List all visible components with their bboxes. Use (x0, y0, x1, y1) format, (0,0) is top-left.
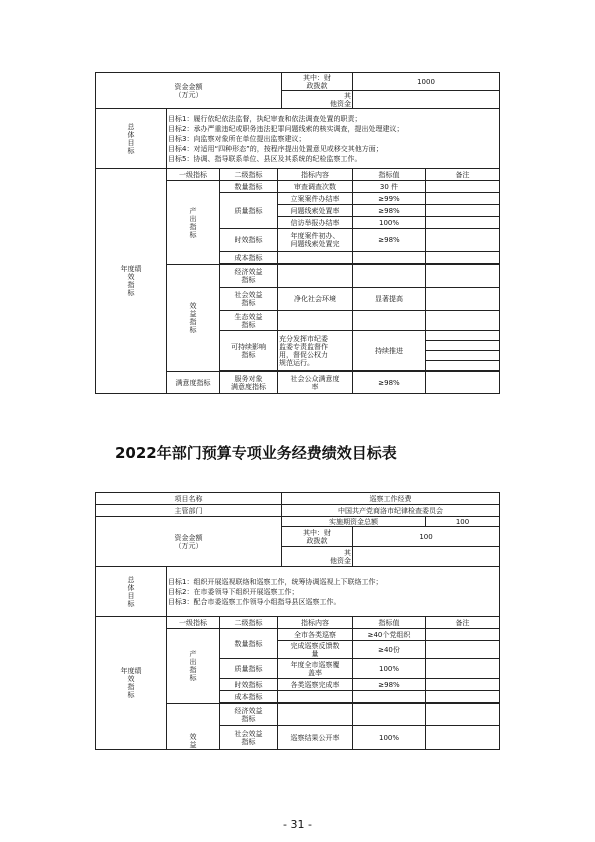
economic-indicator-label: 经济效益 指标 (220, 704, 278, 726)
indicator-content (278, 265, 353, 288)
indicator-value: 30 件 (353, 181, 426, 193)
project-name: 巡察工作经费 (282, 493, 500, 505)
indicator-note (426, 361, 500, 371)
indicator-note (426, 679, 500, 691)
indicator-note (426, 704, 500, 726)
goal-item: 目标3：配合市委巡察工作领导小组指导县区巡察工作。 (168, 597, 341, 606)
performance-table-2 (95, 492, 500, 750)
indicator-note (426, 252, 500, 264)
fiscal-label: 其中：财 政拨款 (282, 527, 353, 547)
cost-indicator-label: 成本指标 (220, 691, 278, 703)
service-satisfaction-label: 服务对象 满意度指标 (220, 372, 278, 394)
indicator-value: ≥40份 (353, 641, 426, 659)
header-content: 指标内容 (278, 169, 353, 181)
department-label: 主管部门 (96, 505, 282, 517)
indicator-value: ≥98% (353, 372, 426, 394)
indicator-content: 信访举报办结率 (278, 217, 353, 229)
total-funding-value: 100 (426, 517, 500, 527)
indicator-note (426, 193, 500, 205)
indicator-value: ≥40个党组织 (353, 629, 426, 641)
output-indicators-label: 产 出 指 标 (167, 629, 220, 704)
ecological-indicator-label: 生态效益 指标 (220, 311, 278, 331)
goal-item: 目标3：向监察对象所在单位提出监察建议； (168, 134, 306, 143)
indicator-note (426, 641, 500, 659)
annual-indicators-label: 年度绩 效 指 标 (96, 169, 167, 394)
header-value: 指标值 (353, 169, 426, 181)
overall-goal-label: 总 体 目 标 (96, 109, 167, 169)
header-value: 指标值 (353, 617, 426, 629)
page-number: - 31 - (283, 818, 312, 831)
benefit-indicators-label: 效 益 (167, 704, 220, 750)
indicator-note (426, 229, 500, 252)
header-level2: 二级指标 (220, 169, 278, 181)
other-funds-value (353, 91, 500, 109)
indicator-note (426, 331, 500, 341)
indicator-value: 持续推进 (353, 331, 426, 371)
overall-goal-list (167, 567, 500, 617)
indicator-content: 年度案件初办、 问题线索处置完 (278, 229, 353, 252)
indicator-content: 巡察结果公开率 (278, 726, 353, 750)
header-level2: 二级指标 (220, 617, 278, 629)
indicator-value: 100% (353, 659, 426, 679)
indicator-note (426, 217, 500, 229)
indicator-value: 100% (353, 726, 426, 750)
performance-table-1 (95, 72, 500, 394)
header-note: 备注 (426, 169, 500, 181)
other-funds-value (353, 547, 500, 567)
indicator-content: 审查调查次数 (278, 181, 353, 193)
fiscal-label: 其中：财 政拨款 (282, 73, 353, 91)
indicator-note (426, 691, 500, 703)
overall-goal-label: 总 体 目 标 (96, 567, 167, 617)
indicator-content (278, 704, 353, 726)
indicator-note (426, 181, 500, 193)
project-name-label: 项目名称 (96, 493, 282, 505)
goal-item: 目标1：组织开展巡视联络和巡察工作，统筹协调巡视上下联络工作； (168, 577, 383, 586)
funding-label: 资金金额 （万元） (96, 517, 282, 567)
quality-indicator-label: 质量指标 (220, 659, 278, 679)
overall-goal-list (167, 109, 500, 169)
cost-indicator-label: 成本指标 (220, 252, 278, 264)
total-funding-label: 实施期资金总额 (282, 517, 426, 527)
indicator-content: 净化社会环境 (278, 288, 353, 311)
social-indicator-label: 社会效益 指标 (220, 726, 278, 750)
goal-item: 目标5：协调、指导联系单位、县区及其系统的纪检监察工作。 (168, 154, 362, 163)
indicator-value: ≥98% (353, 229, 426, 252)
fiscal-value: 1000 (353, 73, 500, 91)
annual-indicators-label: 年度绩 效 指 标 (96, 617, 167, 750)
indicator-note (426, 372, 500, 394)
other-funds-label: 其 他资金 (282, 547, 353, 567)
indicator-value: 100% (353, 217, 426, 229)
indicator-value: ≥98% (353, 679, 426, 691)
indicator-content: 年度全市巡察覆 盖率 (278, 659, 353, 679)
timeliness-indicator-label: 时效指标 (220, 679, 278, 691)
department-name: 中国共产党商洛市纪律检查委员会 (282, 505, 500, 517)
benefit-indicators-label: 效 益 指 标 (167, 265, 220, 372)
economic-indicator-label: 经济效益 指标 (220, 265, 278, 288)
output-indicators-label: 产 出 指 标 (167, 181, 220, 265)
indicator-note (426, 341, 500, 351)
header-content: 指标内容 (278, 617, 353, 629)
indicator-note (426, 351, 500, 361)
goal-item: 目标1：履行依纪依法监督，执纪审查和依法调查处置的职责； (168, 114, 362, 123)
indicator-value (353, 704, 426, 726)
header-level1: 一级指标 (167, 617, 220, 629)
indicator-content: 各类巡察完成率 (278, 679, 353, 691)
goal-item: 目标4：对适用“四种形态”的，按程序提出处置意见或移交其他方面； (168, 144, 383, 153)
indicator-note (426, 205, 500, 217)
indicator-content (278, 311, 353, 331)
indicator-content: 完成巡察反馈数 量 (278, 641, 353, 659)
header-note: 备注 (426, 617, 500, 629)
indicator-note (426, 265, 500, 288)
indicator-value (353, 311, 426, 331)
indicator-value: 显著提高 (353, 288, 426, 311)
indicator-note (426, 311, 500, 331)
header-level1: 一级指标 (167, 169, 220, 181)
indicator-content: 全市各类巡察 (278, 629, 353, 641)
indicator-value (353, 265, 426, 288)
indicator-note (426, 726, 500, 750)
timeliness-indicator-label: 时效指标 (220, 229, 278, 252)
indicator-content (278, 691, 353, 703)
goal-item: 目标2：承办严重违纪或职务违法犯罪问题线索的核实调查，提出处理建议； (168, 124, 404, 133)
indicator-content: 立案案件办结率 (278, 193, 353, 205)
indicator-value: ≥99% (353, 193, 426, 205)
indicator-content: 问题线索处置率 (278, 205, 353, 217)
other-funds-label: 其 他资金 (282, 91, 353, 109)
satisfaction-indicator-label: 满意度指标 (167, 372, 220, 394)
sustainability-indicator-label: 可持续影响 指标 (220, 331, 278, 371)
indicator-value (353, 691, 426, 703)
indicator-content (278, 252, 353, 264)
quantity-indicator-label: 数量指标 (220, 181, 278, 193)
indicator-value (353, 252, 426, 264)
funding-label: 资金金额 （万元） (96, 73, 282, 109)
indicator-value: ≥98% (353, 205, 426, 217)
indicator-content: 社会公众满意度 率 (278, 372, 353, 394)
table-title: 2022年部门预算专项业务经费绩效目标表 (115, 444, 397, 462)
goal-item: 目标2：在市委领导下组织开展巡察工作； (168, 587, 299, 596)
indicator-content: 充分发挥市纪委 监委专责监督作 用，督促公权力 规范运行。 (278, 331, 353, 371)
indicator-note (426, 288, 500, 311)
indicator-note (426, 659, 500, 679)
indicator-note (426, 629, 500, 641)
fiscal-value: 100 (353, 527, 500, 547)
quality-indicator-label: 质量指标 (220, 193, 278, 229)
social-indicator-label: 社会效益 指标 (220, 288, 278, 311)
quantity-indicator-label: 数量指标 (220, 629, 278, 659)
